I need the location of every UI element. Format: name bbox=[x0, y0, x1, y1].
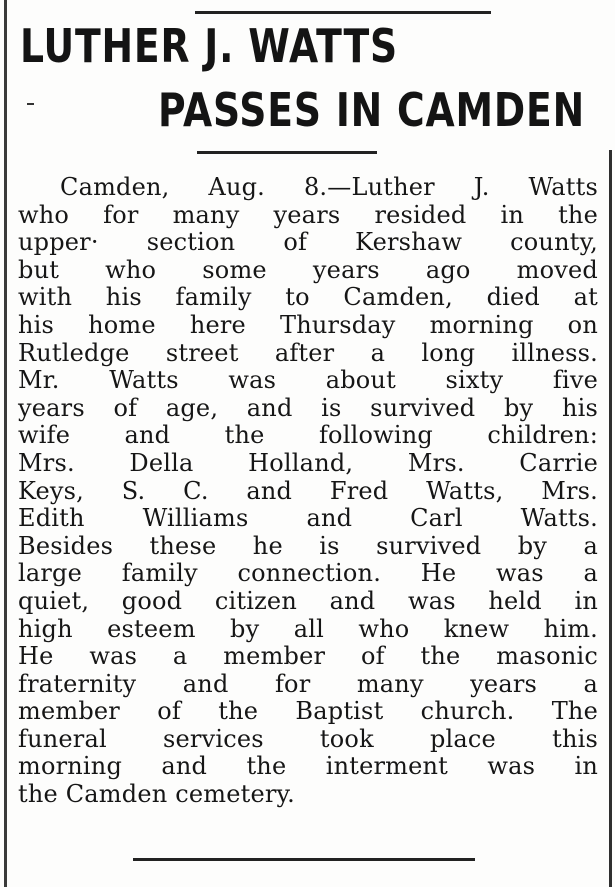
article-line: Keys, S. C. and Fred Watts, Mrs. bbox=[18, 476, 598, 505]
headline-divider-rule bbox=[197, 151, 377, 154]
article-line: large family connection. He was a bbox=[18, 559, 598, 588]
headline-line-2: PASSES IN CAMDEN bbox=[158, 83, 586, 137]
headline-line-1: LUTHER J. WATTS bbox=[20, 19, 399, 73]
top-divider-rule bbox=[195, 11, 491, 14]
article-body bbox=[18, 174, 598, 809]
article-line: years of age, and is survived by his bbox=[18, 393, 598, 422]
article-line: Rutledge street after a long illness. bbox=[18, 338, 598, 367]
article-line: with his family to Camden, died at bbox=[18, 283, 598, 312]
article-line: who for many years resided in the bbox=[18, 200, 598, 229]
article-line: fraternity and for many years a bbox=[18, 669, 598, 698]
right-column-rule bbox=[609, 150, 612, 887]
article-line: Edith Williams and Carl Watts. bbox=[18, 504, 598, 533]
article-line: Mrs. Della Holland, Mrs. Carrie bbox=[18, 448, 598, 477]
article-line: Mr. Watts was about sixty five bbox=[18, 366, 598, 395]
stray-print-mark bbox=[27, 103, 34, 105]
article-line: high esteem by all who knew him. bbox=[18, 614, 598, 643]
article-line: Besides these he is survived by a bbox=[18, 531, 598, 560]
article-line: funeral services took place this bbox=[18, 724, 598, 753]
article-line: but who some years ago moved bbox=[18, 255, 598, 284]
left-column-rule bbox=[4, 0, 7, 887]
article-line: Camden, Aug. 8.—Luther J. Watts bbox=[60, 173, 598, 201]
article-line: member of the Baptist church. The bbox=[18, 697, 598, 726]
article-line: morning and the interment was in bbox=[18, 752, 598, 781]
article-line: He was a member of the masonic bbox=[18, 642, 598, 671]
article-line: wife and the following children: bbox=[18, 421, 598, 450]
article-line: the Camden cemetery. bbox=[18, 780, 295, 809]
article-line: his home here Thursday morning on bbox=[18, 310, 598, 339]
bottom-divider-rule bbox=[133, 858, 475, 861]
article-line: upper· section of Kershaw county, bbox=[18, 228, 598, 257]
article-line: quiet, good citizen and was held in bbox=[18, 586, 598, 615]
